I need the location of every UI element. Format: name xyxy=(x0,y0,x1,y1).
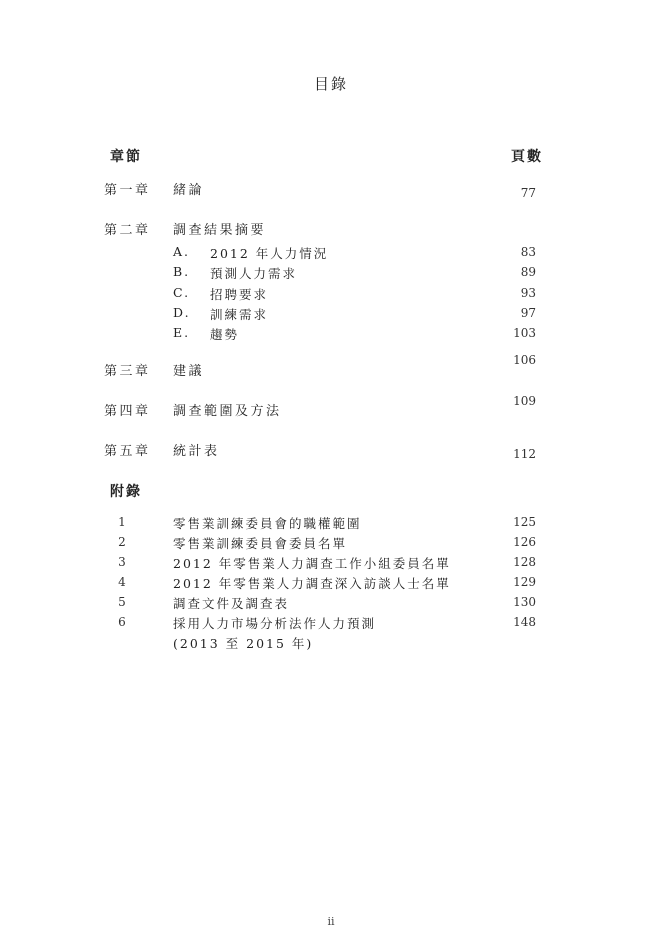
subsection-e-letter: E. xyxy=(173,325,191,340)
appendix-2-num: 2 xyxy=(118,535,126,549)
chapter-2-title[interactable]: 調查結果摘要 xyxy=(173,223,267,238)
subsection-b-title[interactable]: 預測人力需求 xyxy=(210,266,298,281)
subsection-a-title[interactable]: 2012 年人力情況 xyxy=(210,246,329,261)
appendix-6-title[interactable]: 採用人力市場分析法作人力預測 xyxy=(173,616,377,631)
chapter-1-title[interactable]: 緒論 xyxy=(173,183,205,198)
subsection-b-page: 89 xyxy=(520,265,536,279)
appendix-1-num: 1 xyxy=(118,515,126,529)
subsection-c-title[interactable]: 招聘要求 xyxy=(210,287,269,302)
chapter-5-title[interactable]: 統計表 xyxy=(173,444,220,459)
appendix-3-num: 3 xyxy=(118,555,126,569)
appendix-3-page: 128 xyxy=(513,555,536,569)
page-number: ii xyxy=(327,915,335,928)
chapter-5-label: 第五章 xyxy=(104,444,151,459)
header-section: 章節 xyxy=(110,149,142,165)
appendix-5-page: 130 xyxy=(513,595,536,609)
appendix-4-page: 129 xyxy=(513,575,536,589)
page-title: 目錄 xyxy=(313,75,348,93)
appendix-5-num: 5 xyxy=(118,595,126,609)
appendix-5-title[interactable]: 調查文件及調查表 xyxy=(173,596,290,611)
appendix-2-title[interactable]: 零售業訓練委員會委員名單 xyxy=(173,536,348,551)
header-page: 頁數 xyxy=(511,149,543,165)
subsection-d-letter: D. xyxy=(173,305,191,320)
appendix-4-num: 4 xyxy=(118,575,126,589)
chapter-4-page: 109 xyxy=(513,394,536,408)
appendix-6-num: 6 xyxy=(118,615,126,629)
chapter-3-page: 106 xyxy=(513,353,536,367)
subsection-b-letter: B. xyxy=(173,264,191,279)
subsection-c-page: 93 xyxy=(520,286,536,300)
appendix-1-page: 125 xyxy=(513,515,536,529)
chapter-4-title[interactable]: 調查範圍及方法 xyxy=(173,404,282,419)
subsection-e-title[interactable]: 趨勢 xyxy=(210,327,240,342)
subsection-d-title[interactable]: 訓練需求 xyxy=(210,307,269,322)
chapter-5-page: 112 xyxy=(513,447,536,461)
chapter-1-label: 第一章 xyxy=(104,183,151,198)
appendix-4-title[interactable]: 2012 年零售業人力調查深入訪談人士名單 xyxy=(173,576,451,591)
subsection-e-page: 103 xyxy=(513,326,536,340)
appendix-6-continuation: (2013 至 2015 年) xyxy=(173,636,314,651)
appendix-2-page: 126 xyxy=(513,535,536,549)
chapter-1-page: 77 xyxy=(520,186,536,200)
appendix-heading: 附錄 xyxy=(110,484,142,500)
chapter-3-label: 第三章 xyxy=(104,364,151,379)
chapter-3-title[interactable]: 建議 xyxy=(173,364,205,379)
appendix-1-title[interactable]: 零售業訓練委員會的職權範圍 xyxy=(173,516,362,531)
appendix-3-title[interactable]: 2012 年零售業人力調查工作小組委員名單 xyxy=(173,556,451,571)
subsection-a-letter: A. xyxy=(173,244,191,259)
chapter-4-label: 第四章 xyxy=(104,404,151,419)
subsection-c-letter: C. xyxy=(173,285,191,300)
chapter-2-label: 第二章 xyxy=(104,223,151,238)
appendix-6-page: 148 xyxy=(513,615,536,629)
subsection-d-page: 97 xyxy=(520,306,536,320)
subsection-a-page: 83 xyxy=(520,245,536,259)
